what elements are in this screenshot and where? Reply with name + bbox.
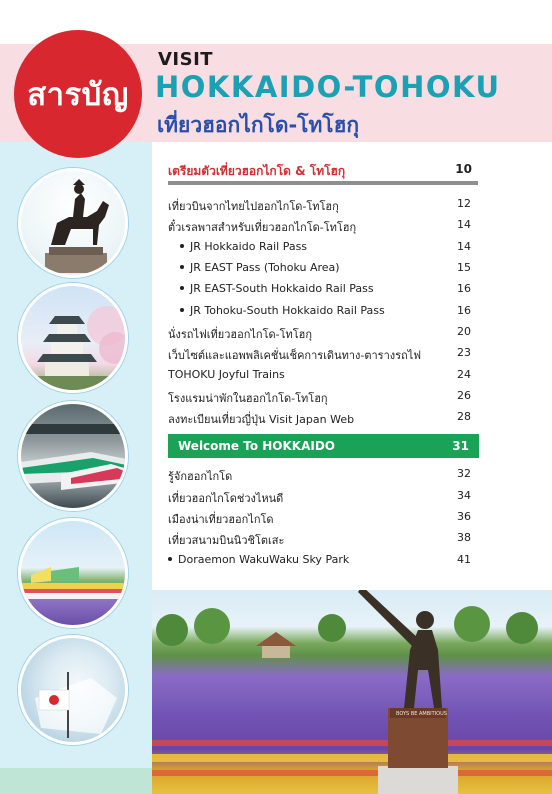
toc-entry-page: 41: [457, 553, 471, 566]
toc-entry-label: เที่ยวสนามบินนิวชิโตเสะ: [168, 534, 285, 547]
shinkansen-photo: [18, 401, 128, 511]
toc-entry-label: ตั๋วเรลพาสสำหรับเที่ยวฮอกไกโด-โทโฮกุ: [168, 221, 357, 234]
section-page: 10: [455, 162, 472, 176]
toc-entry-page: 16: [457, 282, 471, 295]
toc-entry-page: 38: [457, 531, 471, 544]
toc-entry-page: 36: [457, 510, 471, 523]
toc-entry-label: เว็บไซต์และแอพพลิเคชั่นเช็คการเดินทาง-ตารางรถไฟ: [168, 349, 422, 362]
toc-entry[interactable]: [168, 325, 471, 343]
section-heading-welcome[interactable]: [168, 434, 479, 458]
visit-label: VISIT: [158, 49, 214, 70]
toc-entry-page: 14: [457, 218, 471, 231]
toc-entry-label: TOHOKU Joyful Trains: [168, 368, 285, 381]
page-title: HOKKAIDO-TOHOKU: [155, 70, 501, 104]
toc-entry[interactable]: [180, 240, 471, 253]
toc-entry-page: 26: [457, 389, 471, 402]
toc-entry[interactable]: [180, 282, 471, 295]
toc-entry-page: 14: [457, 240, 471, 253]
toc-entry[interactable]: [168, 410, 471, 428]
bullet-icon: [180, 308, 184, 312]
castle-photo: [18, 283, 128, 393]
flower-field-photo: [18, 518, 128, 628]
toc-entry[interactable]: [168, 197, 471, 215]
section-title: เตรียมตัวเที่ยวฮอกไกโด & โทโฮกุ: [168, 164, 346, 178]
lavender-field-statue-photo: [152, 590, 552, 794]
toc-entry-page: 32: [457, 467, 471, 480]
toc-entry-label: Doraemon WakuWaku Sky Park: [178, 553, 350, 566]
toc-entry[interactable]: [168, 389, 471, 407]
bullet-icon: [180, 286, 184, 290]
toc-entry-label: JR Tohoku-South Hokkaido Rail Pass: [190, 304, 385, 317]
samurai-statue-photo: [18, 168, 128, 278]
toc-entry-label: รู้จักฮอกไกโด: [168, 470, 233, 483]
statue-plaque: BOYS BE AMBITIOUS: [396, 711, 447, 717]
toc-entry[interactable]: [168, 531, 471, 549]
toc-entry[interactable]: [180, 261, 471, 274]
toc-entry[interactable]: [168, 368, 471, 381]
bullet-icon: [180, 265, 184, 269]
sidebar-band-bottom: [0, 768, 152, 794]
thai-subtitle: เที่ยวฮอกไกโด-โทโฮกุ: [157, 113, 360, 137]
toc-entry-page: 20: [457, 325, 471, 338]
toc-entry[interactable]: [168, 510, 471, 528]
section-title: Welcome To HOKKAIDO: [178, 439, 336, 453]
toc-entry[interactable]: [180, 304, 471, 317]
section-page: 31: [452, 439, 469, 453]
toc-entry[interactable]: [168, 467, 471, 485]
toc-entry[interactable]: [168, 218, 471, 236]
section-divider: [168, 181, 478, 185]
toc-entry-label: นั่งรถไฟเที่ยวฮอกไกโด-โทโฮกุ: [168, 328, 313, 341]
bullet-icon: [168, 557, 172, 561]
toc-entry-label: ลงทะเบียนเที่ยวญี่ปุ่น Visit Japan Web: [168, 413, 355, 426]
toc-badge-label: สารบัญ: [27, 77, 129, 113]
toc-entry-label: เมืองน่าเที่ยวฮอกไกโด: [168, 513, 274, 526]
toc-entry-page: 23: [457, 346, 471, 359]
toc-entry-page: 24: [457, 368, 471, 381]
toc-entry-page: 34: [457, 489, 471, 502]
statue-scene-icon: [152, 590, 552, 794]
toc-entry-label: JR EAST-South Hokkaido Rail Pass: [190, 282, 374, 295]
drift-ice-photo: [18, 635, 128, 745]
toc-entry-label: เที่ยวฮอกไกโดช่วงไหนดี: [168, 492, 284, 505]
toc-entry-page: 16: [457, 304, 471, 317]
toc-entry-page: 28: [457, 410, 471, 423]
toc-badge: [14, 30, 142, 158]
bullet-icon: [180, 244, 184, 248]
toc-entry-page: 15: [457, 261, 471, 274]
toc-entry[interactable]: [168, 346, 471, 364]
toc-entry[interactable]: [168, 489, 471, 507]
toc-entry-page: 12: [457, 197, 471, 210]
toc-entry-label: JR EAST Pass (Tohoku Area): [190, 261, 340, 274]
toc-entry[interactable]: [168, 553, 471, 566]
toc-entry-label: โรงแรมน่าพักในฮอกไกโด-โทโฮกุ: [168, 392, 328, 405]
toc-entry-label: JR Hokkaido Rail Pass: [190, 240, 308, 253]
toc-entry-label: เที่ยวบินจากไทยไปฮอกไกโด-โทโฮกุ: [168, 200, 339, 213]
